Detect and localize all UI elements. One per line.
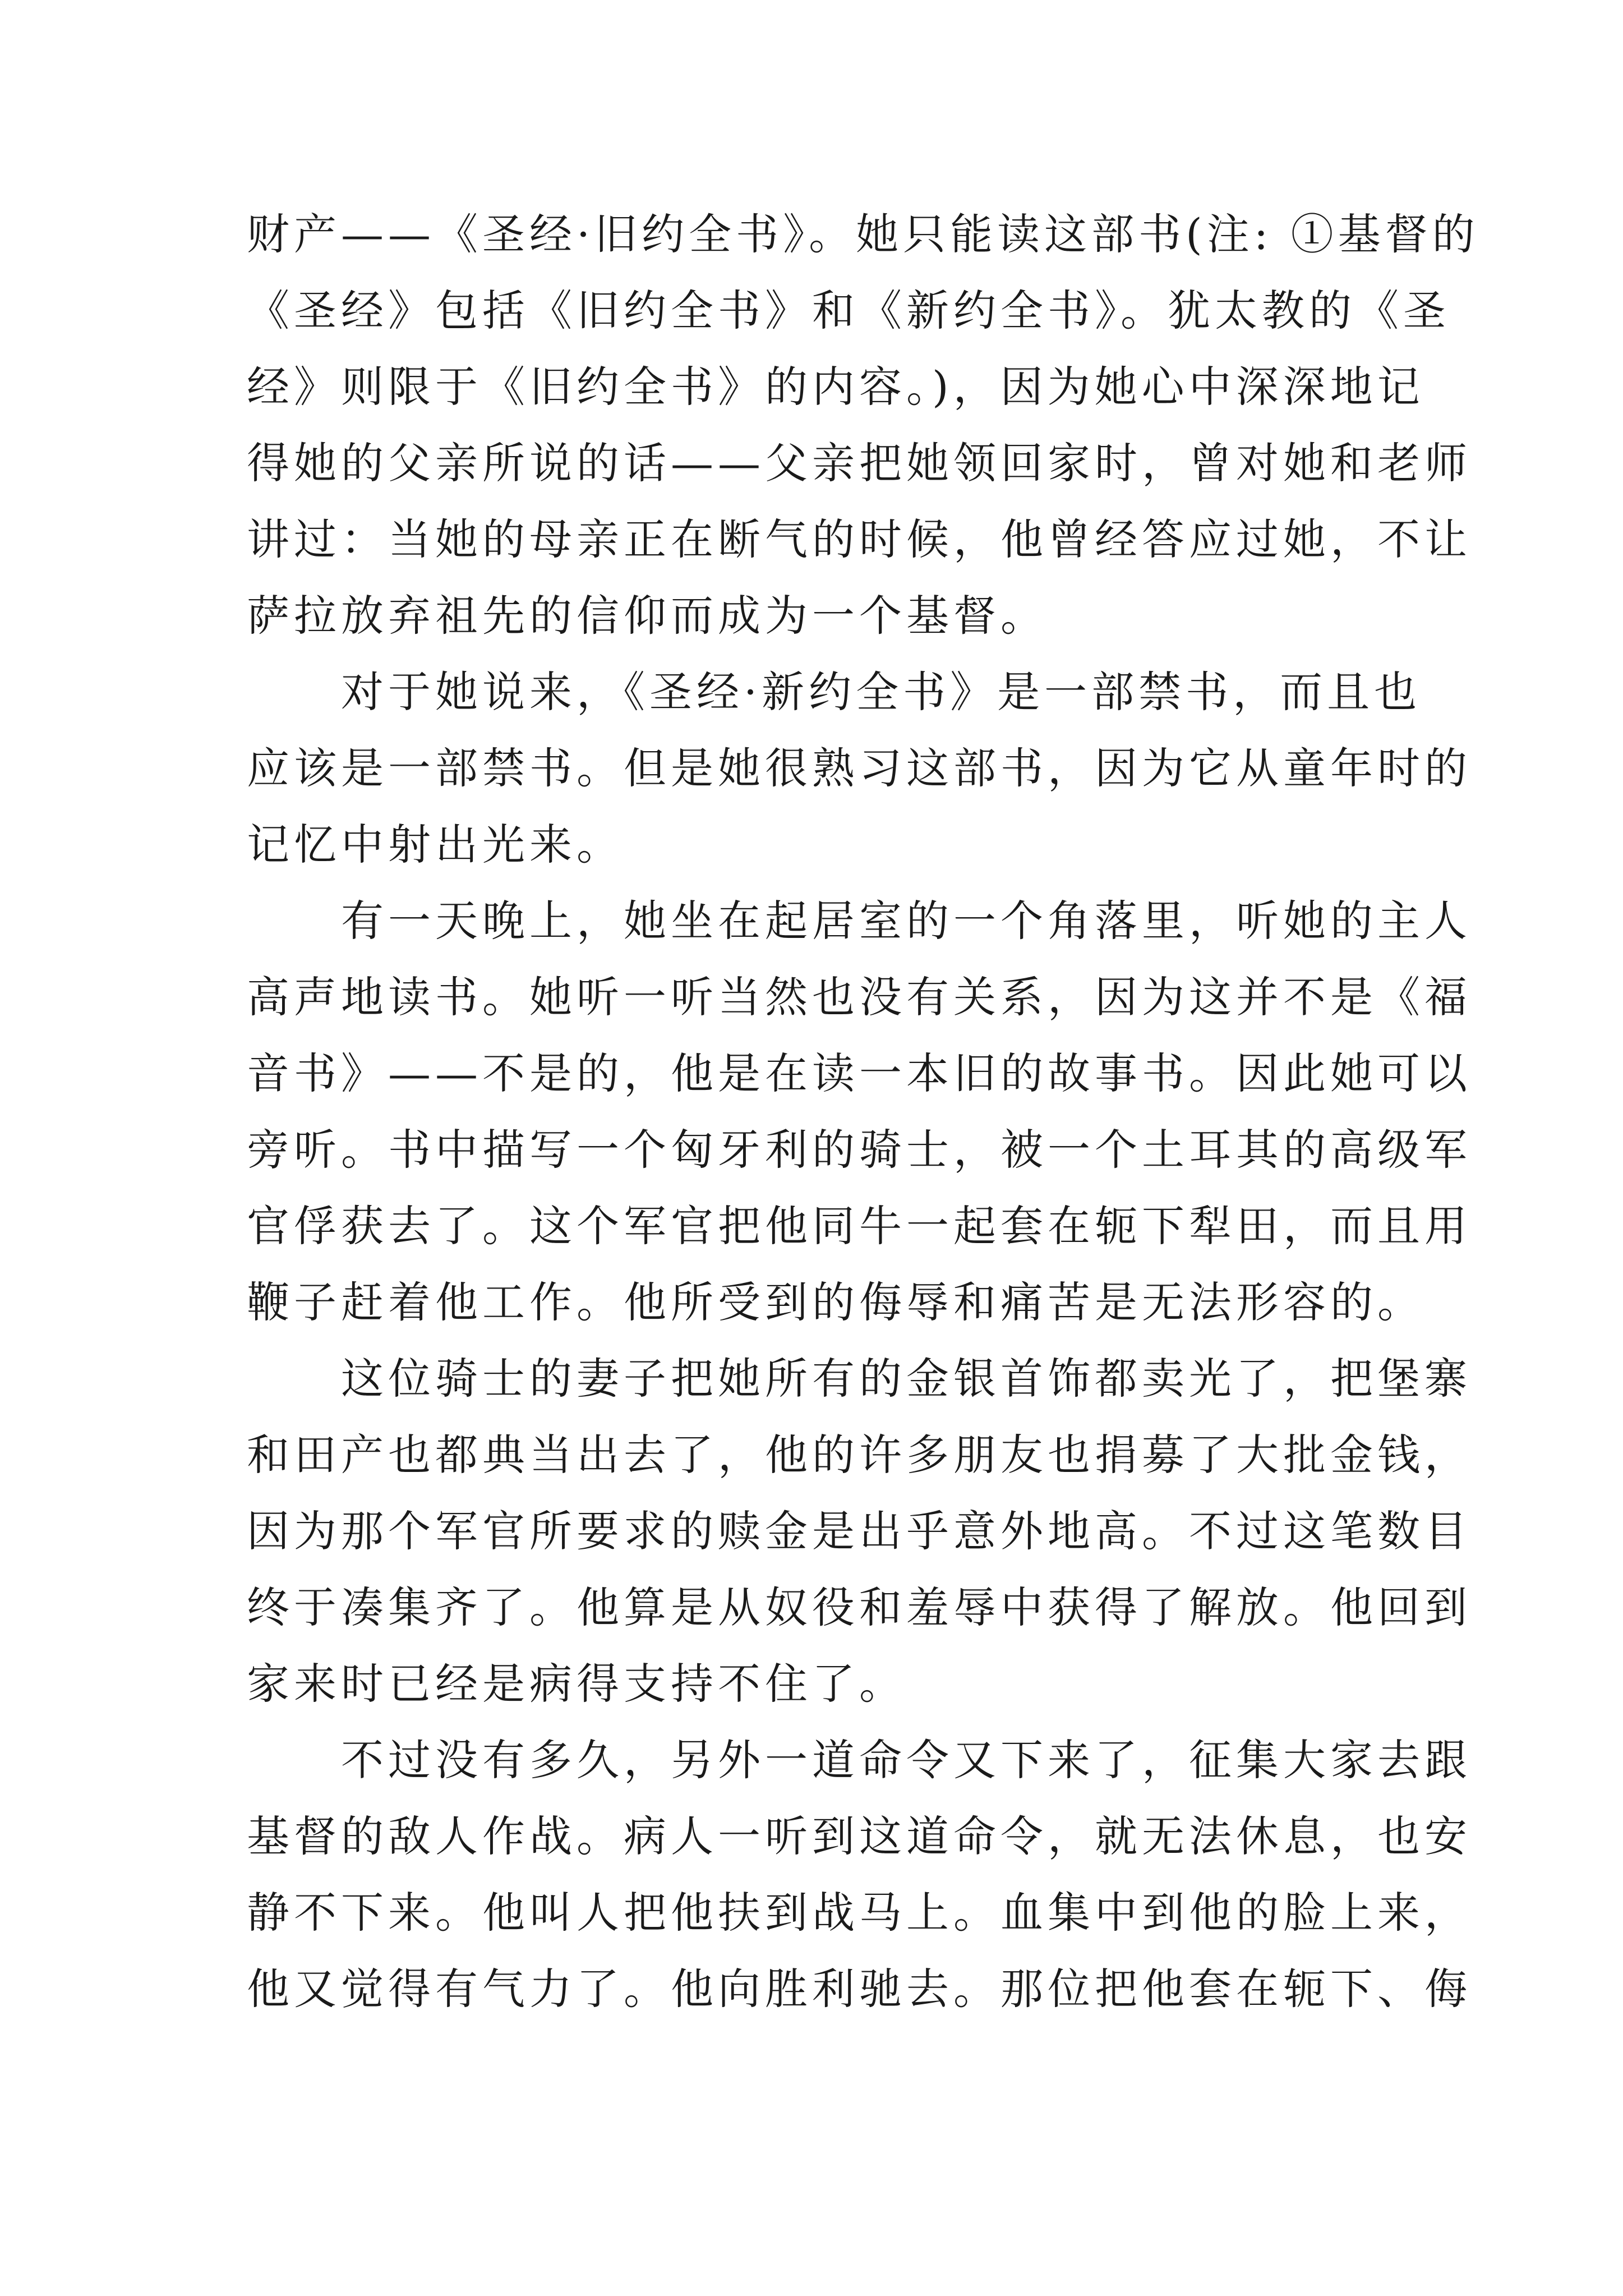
text-line: 因为那个军官所要求的赎金是出乎意外地高。不过这笔数目	[247, 1506, 1472, 1556]
text-line: 他又觉得有气力了。他向胜利驰去。那位把他套在轭下、侮	[247, 1964, 1472, 2014]
text-line: 经》则限于《旧约全书》的内容。)，因为她心中深深地记	[247, 362, 1424, 412]
text-line: 鞭子赶着他工作。他所受到的侮辱和痛苦是无法形容的。	[247, 1277, 1424, 1327]
text-line: 这位骑士的妻子把她所有的金银首饰都卖光了，把堡寨	[247, 1354, 1472, 1404]
text-line: 静不下来。他叫人把他扶到战马上。血集中到他的脸上来，	[247, 1888, 1472, 1938]
text-line: 讲过：当她的母亲正在断气的时候，他曾经答应过她，不让	[247, 514, 1472, 564]
text-line: 记忆中射出光来。	[247, 820, 624, 869]
text-line: 和田产也都典当出去了，他的许多朋友也捐募了大批金钱，	[247, 1430, 1472, 1480]
text-line: 应该是一部禁书。但是她很熟习这部书，因为它从童年时的	[247, 743, 1472, 793]
text-line: 《圣经》包括《旧约全书》和《新约全书》。犹太教的《圣	[247, 286, 1450, 335]
text-line: 高声地读书。她听一听当然也没有关系，因为这并不是《福	[247, 972, 1472, 1022]
text-line: 对于她说来，《圣经·新约全书》是一部禁书，而且也	[247, 667, 1422, 717]
text-line: 旁听。书中描写一个匈牙利的骑士，被一个土耳其的高级军	[247, 1125, 1472, 1175]
text-line: 家来时已经是病得支持不住了。	[247, 1659, 906, 1709]
text-line: 官俘获去了。这个军官把他同牛一起套在轭下犁田，而且用	[247, 1201, 1472, 1251]
text-line: 音书》——不是的，他是在读一本旧的故事书。因此她可以	[247, 1048, 1472, 1098]
text-line: 终于凑集齐了。他算是从奴役和羞辱中获得了解放。他回到	[247, 1582, 1472, 1632]
text-line: 得她的父亲所说的话——父亲把她领回家时，曾对她和老师	[247, 438, 1472, 488]
text-line: 财产——《圣经·旧约全书》。她只能读这部书(注: ①基督的	[247, 209, 1479, 259]
text-line: 萨拉放弃祖先的信仰而成为一个基督。	[247, 591, 1048, 641]
body-text	[247, 196, 1479, 2027]
text-line: 不过没有多久，另外一道命令又下来了，征集大家去跟	[247, 1735, 1472, 1785]
text-line: 有一天晚上，她坐在起居室的一个角落里，听她的主人	[247, 896, 1472, 946]
text-line: 基督的敌人作战。病人一听到这道命令，就无法休息，也安	[247, 1811, 1472, 1861]
